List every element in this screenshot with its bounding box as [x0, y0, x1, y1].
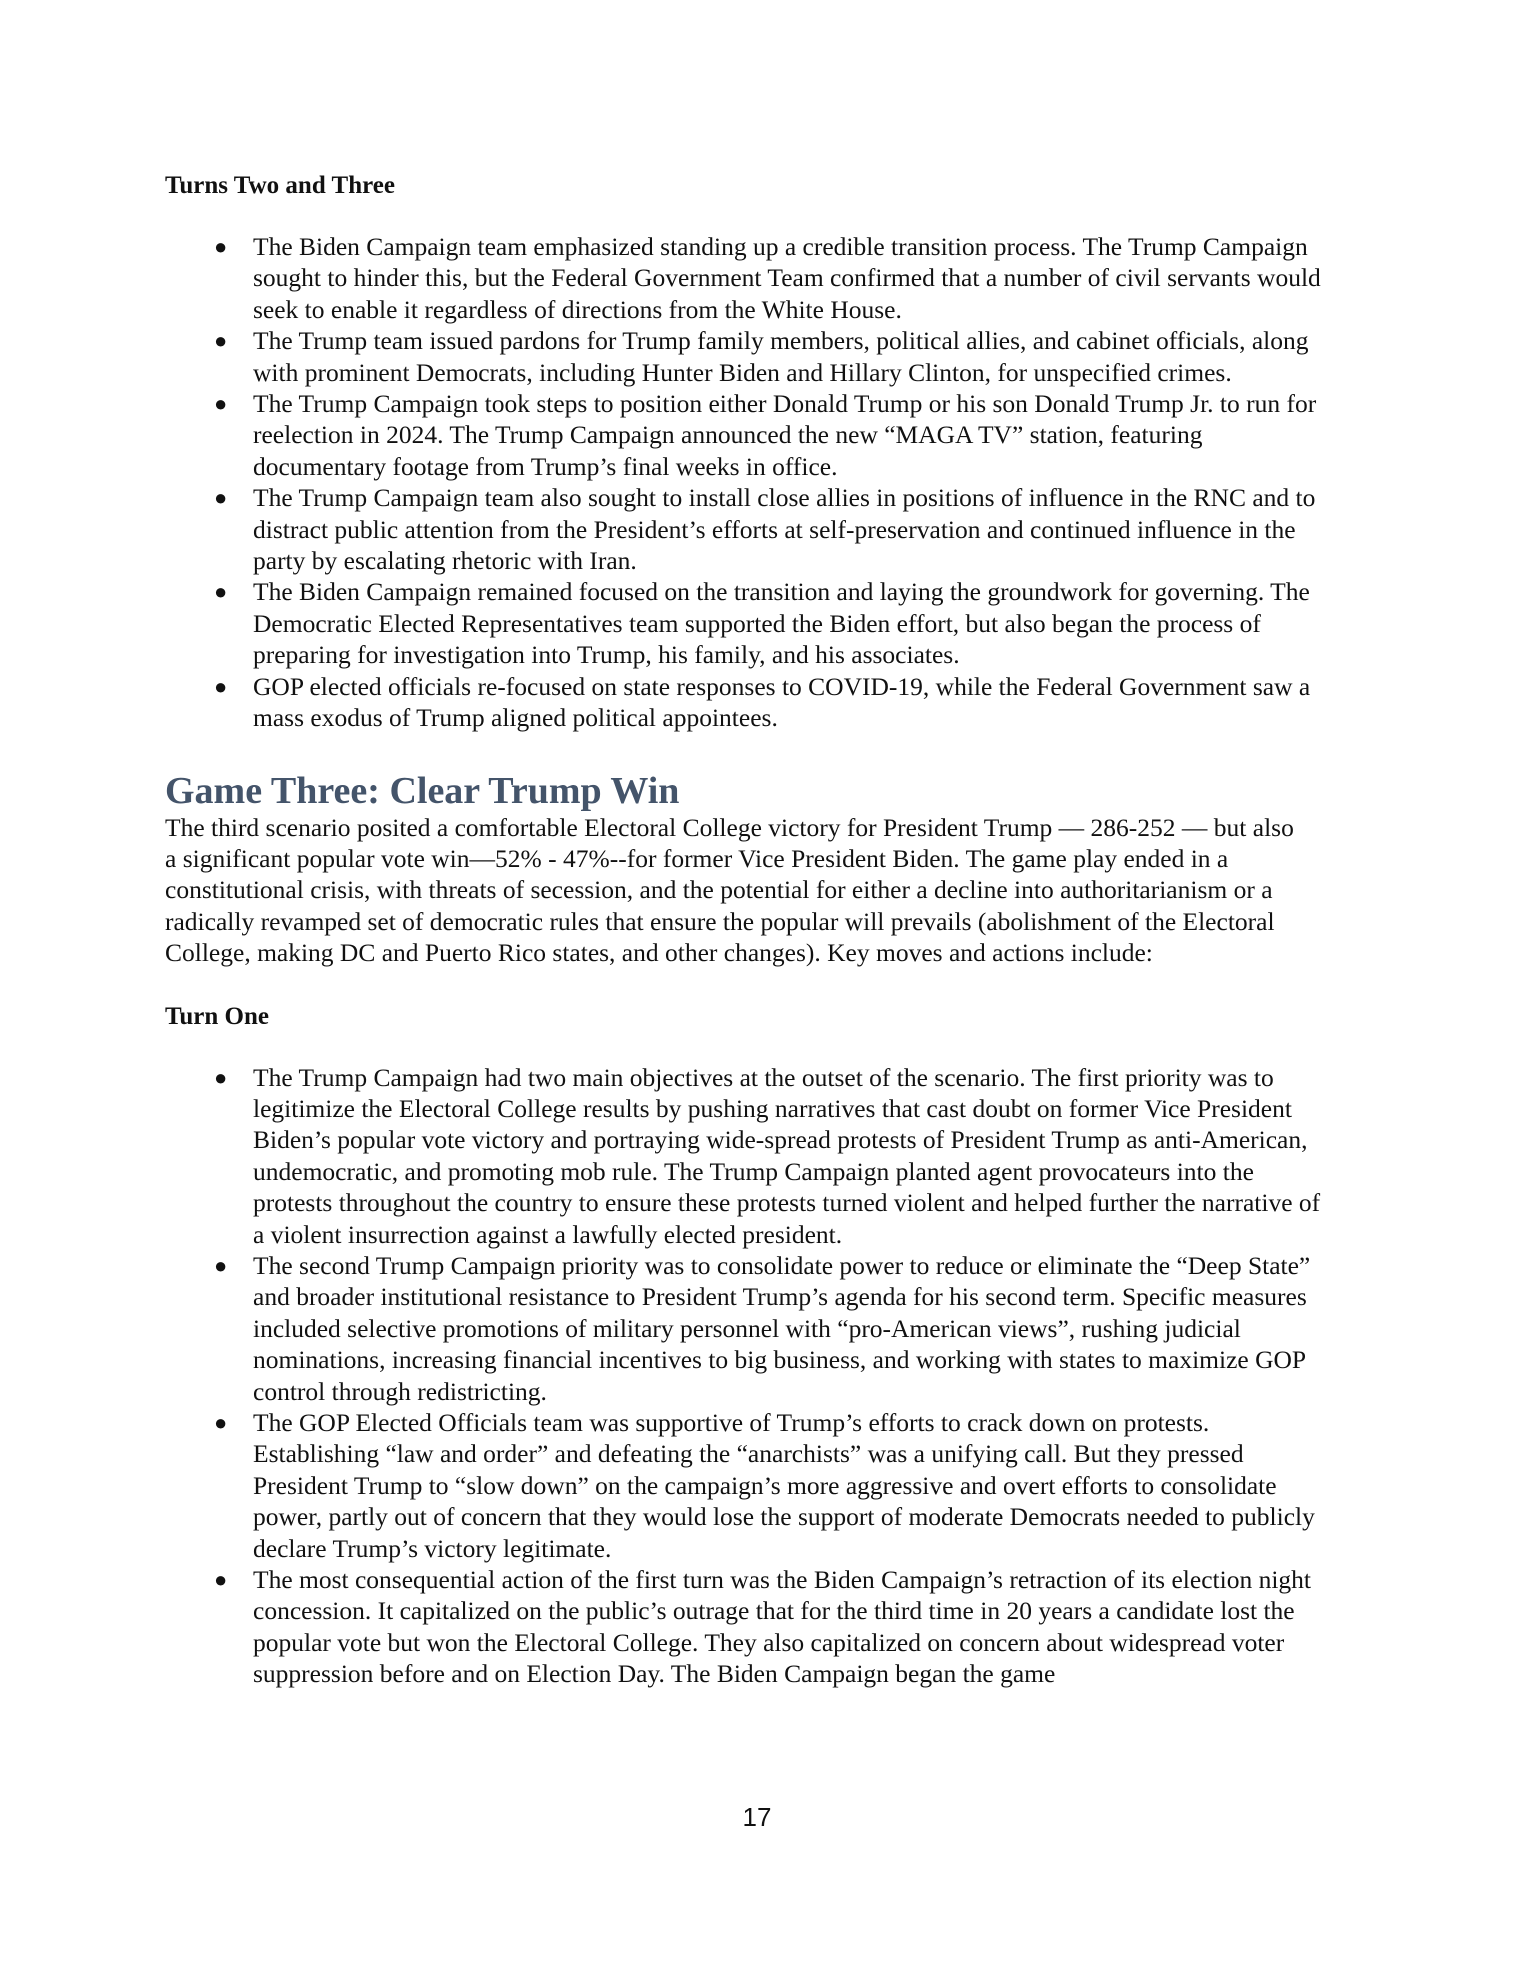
list-item — [165, 325, 1335, 388]
list-item-text: The most consequential action of the first turn was the Biden Campaign’s retraction of its election night concession. It capitalized on the public’s outrage that for the third time in 20 years a candidate lost the popular vote but won the Electoral College. They also capitalized on concern about widespread voter suppression before and on Election Day. The Biden Campaign began the game — [253, 1565, 1311, 1689]
intro-paragraph: The third scenario posited a comfortable Electoral College victory for President Trump — 286-252 — but also a significant popular vote win—52% - 47%--for former Vice President Biden. The game play ended in a constitutional crisis, with threats of secession, and the potential for either a decline into authoritarianism or a radically revamped set of democratic rules that ensure the popular will prevails (abolishment of the Electoral College, making DC and Puerto Rico states, and other changes). Key moves and actions include: — [165, 812, 1294, 968]
list-item — [165, 482, 1335, 576]
section-title-game-three: Game Three: Clear Trump Win — [165, 769, 680, 812]
page-number: 17 — [742, 1802, 772, 1832]
document-page — [165, 170, 1335, 1690]
list-item-text: The second Trump Campaign priority was to consolidate power to reduce or eliminate the “Deep State” and broader institutional resistance to President Trump’s agenda for his second term. Specific measures included selective promotions of military personnel with “pro-American views”, rushing judicial nominations, increasing financial incentives to big business, and working with states to maximize GOP control through redistricting. — [253, 1250, 1311, 1406]
list-item — [165, 1062, 1335, 1250]
bullet-icon: ● — [214, 1064, 228, 1090]
section-heading-turns-two-three: Turns Two and Three — [165, 172, 395, 199]
list-item — [165, 671, 1335, 734]
list-item — [165, 576, 1335, 670]
bullet-icon: ● — [214, 485, 228, 511]
list-item — [165, 1407, 1335, 1564]
list-item — [165, 1564, 1335, 1690]
list-item — [165, 1250, 1335, 1407]
list-item-text: The Trump team issued pardons for Trump family members, political allies, and cabinet officials, along with prominent Democrats, including Hunter Biden and Hillary Clinton, for unspecified crimes. — [253, 326, 1309, 387]
list-item-text: The Biden Campaign remained focused on the transition and laying the groundwork for governing. The Democratic Elected Representatives team supported the Biden effort, but also began the process of preparing for investigation into Trump, his family, and his associates. — [253, 577, 1310, 670]
bullet-icon: ● — [214, 579, 228, 605]
list-item-text: The Trump Campaign took steps to position either Donald Trump or his son Donald Trump Jr. to run for reelection in 2024. The Trump Campaign announced the new “MAGA TV” station, featuring documentary footage from Trump’s final weeks in office. — [253, 389, 1317, 481]
section-heading-turn-one: Turn One — [165, 1002, 269, 1030]
bullet-icon: ● — [214, 1252, 228, 1278]
bullet-icon: ● — [214, 673, 228, 699]
bullet-icon: ● — [214, 391, 228, 417]
bullet-list-turns-two-three — [165, 231, 1335, 734]
list-item-text: GOP elected officials re-focused on state responses to COVID-19, while the Federal Government saw a mass exodus of Trump aligned political appointees. — [253, 671, 1311, 733]
bullet-icon: ● — [214, 1410, 228, 1435]
bullet-icon: ● — [214, 328, 228, 354]
list-item-text: The Trump Campaign had two main objectives at the outset of the scenario. The first priority was to legitimize the Electoral College results by pushing narratives that cast doubt on former Vice President Biden’s popular vote victory and portraying wide-spread protests of President Trump as anti-American, undemocratic, and promoting mob rule. The Trump Campaign planted agent provocateurs into the protests throughout the country to ensure these protests turned violent and helped further the narrative of a violent insurrection against a lawfully elected president. — [253, 1062, 1321, 1249]
bullet-icon: ● — [214, 1567, 228, 1593]
list-item — [165, 231, 1335, 325]
list-item-text: The Biden Campaign team emphasized standing up a credible transition process. The Trump Campaign sought to hinder this, but the Federal Government Team confirmed that a number of civil servants would seek to enable it regardless of directions from the White House. — [253, 232, 1321, 324]
list-item-text: The Trump Campaign team also sought to install close allies in positions of influence in the RNC and to distract public attention from the President’s efforts at self-preservation and continued influence in the party by escalating rhetoric with Iran. — [253, 483, 1316, 576]
bullet-list-turn-one — [165, 1062, 1335, 1690]
list-item-text: The GOP Elected Officials team was supportive of Trump’s efforts to crack down on protests. Establishing “law and order” and defeating the “anarchists” was a unifying call. But they pressed President Trump to “slow down” on the campaign’s more aggressive and overt efforts to consolidate power, partly out of concern that they would lose the support of moderate Democrats needed to publicly declare Trump’s victory legitimate. — [253, 1408, 1315, 1563]
list-item — [165, 388, 1335, 482]
bullet-icon: ● — [214, 234, 228, 259]
